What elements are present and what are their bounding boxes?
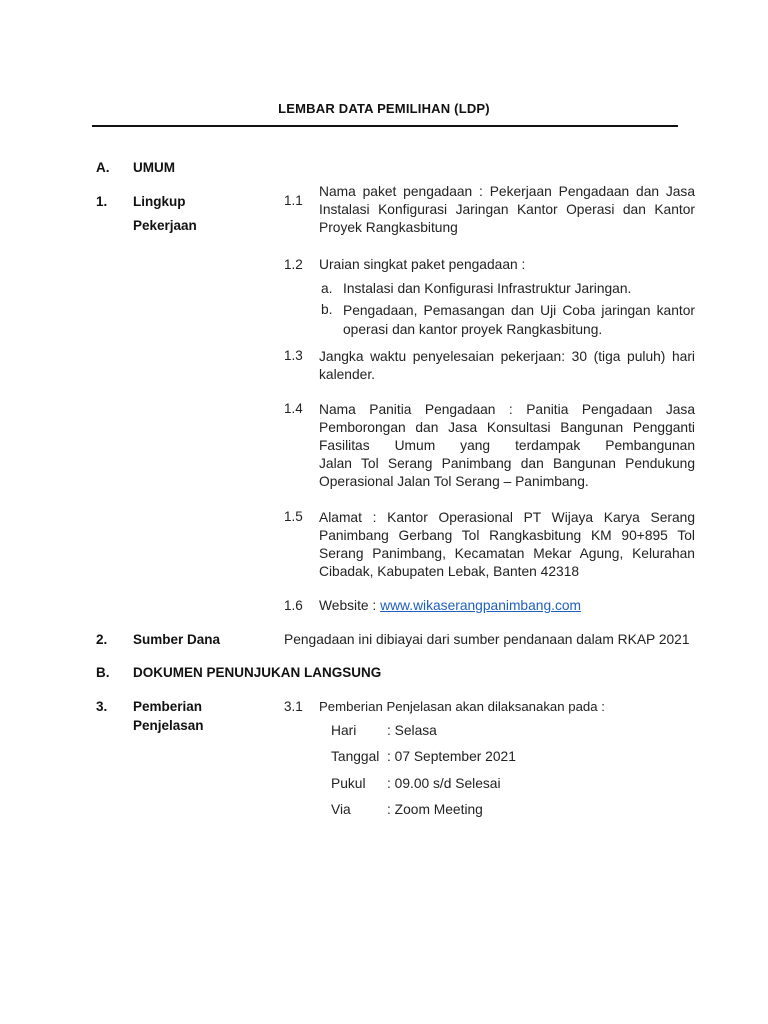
text-line: Nama paket pengadaan : Pekerjaan Pengadaan dan Jasa: [319, 184, 695, 199]
sub-3-1-number: 3.1: [284, 699, 303, 714]
item-3-label-line1: Pemberian: [133, 699, 203, 714]
schedule-label: Via: [331, 802, 351, 817]
sub-1-3-number: 1.3: [284, 348, 303, 363]
item-3-label-line2: Penjelasan: [133, 718, 204, 733]
sub-1-6-number: 1.6: [284, 598, 303, 613]
section-a-heading: UMUM: [133, 160, 175, 175]
text-line: kalender.: [319, 367, 375, 382]
list-marker-b: b.: [321, 302, 333, 317]
text-line: Serang Panimbang, Kecamatan Mekar Agung, Kelurahan: [319, 546, 695, 561]
title-underline: [92, 125, 678, 127]
text-line: Instalasi dan Konfigurasi Infrastruktur Jaringan.: [343, 281, 632, 296]
text-line: Nama Panitia Pengadaan : Panitia Pengadaan Jasa: [319, 402, 695, 417]
sub-1-1-number: 1.1: [284, 193, 303, 208]
schedule-label: Hari: [331, 723, 357, 738]
sub-1-1-text: [319, 183, 695, 237]
section-b-heading: DOKUMEN PENUNJUKAN LANGSUNG: [133, 665, 382, 680]
schedule-value: : 09.00 s/d Selesai: [387, 776, 501, 791]
sub-1-4-text: [319, 401, 695, 491]
section-a-letter: A.: [96, 160, 110, 175]
website-link[interactable]: www.wikaserangpanimbang.com: [380, 598, 582, 613]
sub-1-4-number: 1.4: [284, 401, 303, 416]
sub-1-2-number: 1.2: [284, 257, 303, 272]
sub-1-3-text: [319, 348, 695, 384]
schedule-label: Tanggal: [331, 749, 380, 764]
text-line: Jangka waktu penyelesaian pekerjaan: 30 (tiga puluh) hari: [319, 349, 695, 364]
item-2-number: 2.: [96, 632, 108, 647]
schedule-value: : Selasa: [387, 723, 437, 738]
item-1-label-line1: Lingkup: [133, 194, 186, 209]
document-title: LEMBAR DATA PEMILIHAN (LDP): [278, 101, 490, 116]
item-2-text: Pengadaan ini dibiayai dari sumber pendanaan dalam RKAP 2021: [284, 632, 690, 647]
text-line: operasi dan kantor proyek Rangkasbitung.: [343, 322, 603, 337]
text-line: Proyek Rangkasbitung: [319, 220, 458, 235]
text-line: Fasilitas Umum yang terdampak Pembangunan: [319, 438, 695, 453]
schedule-row-hari: [331, 723, 437, 738]
text-line: Cibadak, Kabupaten Lebak, Banten 42318: [319, 564, 580, 579]
text-line: Instalasi Konfigurasi Jaringan Kantor Operasi dan Kantor: [319, 202, 695, 217]
schedule-value: : Zoom Meeting: [387, 802, 483, 817]
sub-1-5-text: [319, 509, 695, 581]
item-2-label: Sumber Dana: [133, 632, 221, 647]
website-label: Website :: [319, 598, 377, 613]
text-line: Pemborongan dan Jasa Konsultasi Bangunan Pengganti: [319, 420, 695, 435]
list-item-a: [343, 280, 695, 298]
schedule-row-pukul: [331, 776, 501, 791]
sub-1-2-intro: Uraian singkat paket pengadaan :: [319, 257, 526, 272]
sub-3-1-intro: Pemberian Penjelasan akan dilaksanakan pada :: [319, 699, 605, 714]
text-line: Alamat : Kantor Operasional PT Wijaya Karya Serang: [319, 510, 695, 525]
text-line: Operasional Jalan Tol Serang – Panimbang.: [319, 474, 589, 489]
item-3-number: 3.: [96, 699, 108, 714]
schedule-row-tanggal: [331, 749, 516, 764]
text-line: Panimbang Gerbang Tol Rangkasbitung KM 90+895 Tol: [319, 528, 695, 543]
list-item-b: [343, 301, 695, 339]
text-line: Jalan Tol Serang Panimbang dan Bangunan Pendukung: [319, 456, 695, 471]
item-1-label-line2: Pekerjaan: [133, 218, 197, 233]
sub-1-5-number: 1.5: [284, 509, 303, 524]
text-line: Pengadaan, Pemasangan dan Uji Coba jaringan kantor: [343, 303, 695, 318]
list-marker-a: a.: [321, 281, 333, 296]
schedule-label: Pukul: [331, 776, 366, 791]
schedule-row-via: [331, 802, 483, 817]
schedule-value: : 07 September 2021: [387, 749, 516, 764]
section-b-letter: B.: [96, 665, 110, 680]
item-1-number: 1.: [96, 194, 108, 209]
website-row: [319, 597, 581, 615]
